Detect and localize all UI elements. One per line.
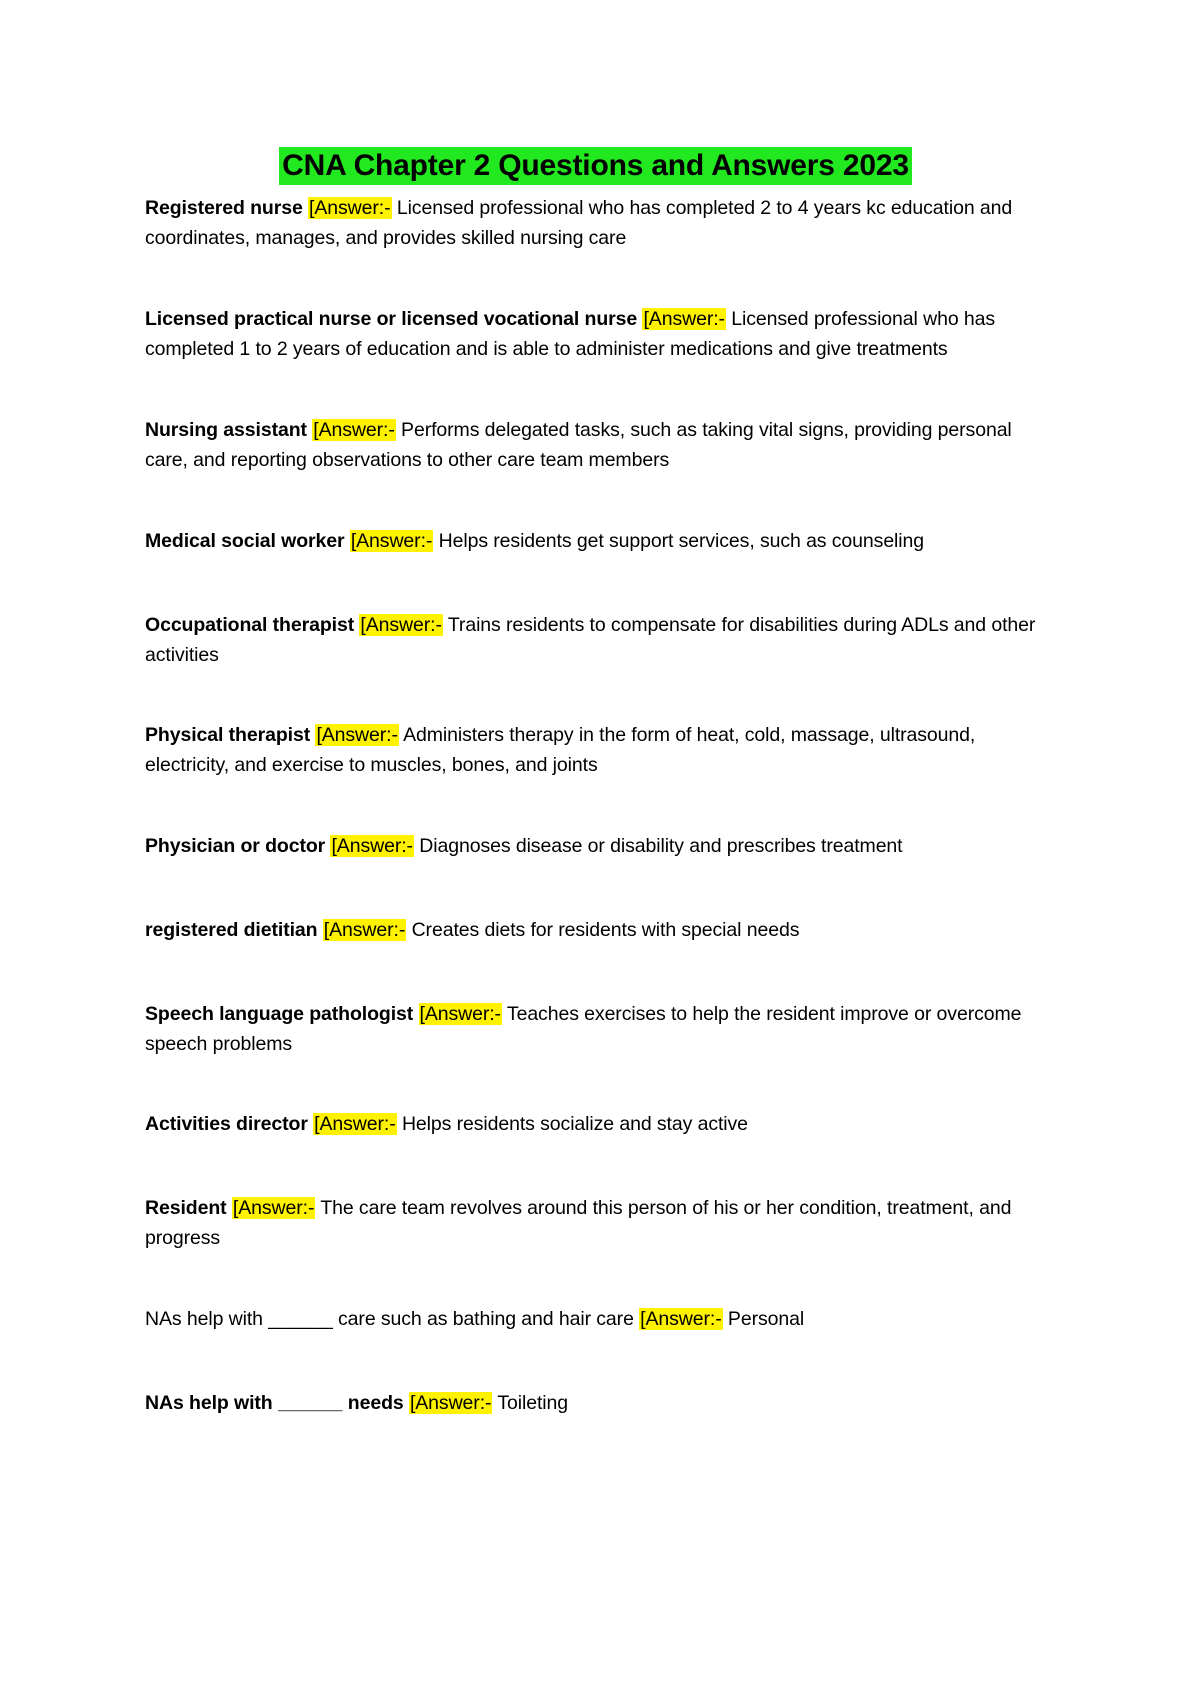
qa-term: Medical social worker xyxy=(145,530,345,552)
qa-term: Activities director xyxy=(145,1113,308,1135)
qa-item xyxy=(145,721,1055,780)
qa-term: Registered nurse xyxy=(145,197,303,219)
qa-term: Nursing assistant xyxy=(145,419,307,441)
qa-term: Physician or doctor xyxy=(145,835,326,857)
answer-tag: [Answer:- xyxy=(314,1113,396,1135)
qa-item xyxy=(145,1194,1055,1253)
qa-item xyxy=(145,305,1055,364)
qa-answer: Diagnoses disease or disability and prescribes treatment xyxy=(419,835,903,857)
qa-answer: Creates diets for residents with special needs xyxy=(411,919,800,941)
qa-term: Speech language pathologist xyxy=(145,1003,414,1025)
qa-answer: Personal xyxy=(727,1308,805,1330)
answer-tag: [Answer:- xyxy=(316,724,398,746)
qa-answer: Licensed professional who has completed 1 to 2 years of education and is able to administer medications and give treatments xyxy=(145,308,996,360)
answer-tag: [Answer:- xyxy=(419,1003,501,1025)
qa-blank: ______ xyxy=(277,1392,343,1414)
qa-item xyxy=(145,1389,1055,1419)
answer-tag: [Answer:- xyxy=(350,530,433,552)
title-wrap xyxy=(0,147,1191,185)
qa-item xyxy=(145,832,1055,862)
page-title: CNA Chapter 2 Questions and Answers 2023 xyxy=(279,147,912,185)
answer-tag: [Answer:- xyxy=(360,614,442,636)
qa-term: NAs help with xyxy=(145,1392,273,1414)
qa-term-suffix: needs xyxy=(347,1392,404,1414)
qa-term: Licensed practical nurse or licensed vocational nurse xyxy=(145,308,638,330)
answer-tag: [Answer:- xyxy=(640,1308,722,1330)
answer-tag: [Answer:- xyxy=(232,1197,315,1219)
qa-term: Occupational therapist xyxy=(145,614,355,636)
qa-question-plain: NAs help with ______ care such as bathing and hair care xyxy=(145,1308,634,1330)
qa-item xyxy=(145,1000,1055,1059)
qa-item xyxy=(145,1305,1055,1335)
qa-item xyxy=(145,1110,1055,1140)
qa-answer: Performs delegated tasks, such as taking vital signs, providing personal care, and reporting observations to other care team members xyxy=(145,419,1012,471)
qa-term: registered dietitian xyxy=(145,919,318,941)
answer-tag: [Answer:- xyxy=(331,835,413,857)
answer-tag: [Answer:- xyxy=(313,419,395,441)
answer-tag: [Answer:- xyxy=(323,919,406,941)
answer-tag: [Answer:- xyxy=(409,1392,492,1414)
answer-tag: [Answer:- xyxy=(309,197,391,219)
qa-term: Physical therapist xyxy=(145,724,311,746)
qa-answer: Helps residents socialize and stay active xyxy=(401,1113,748,1135)
qa-answer: The care team revolves around this person of his or her condition, treatment, and progress xyxy=(145,1197,1012,1249)
qa-answer: Toileting xyxy=(497,1392,569,1414)
qa-item xyxy=(145,527,1055,557)
qa-answer: Teaches exercises to help the resident improve or overcome speech problems xyxy=(145,1003,1022,1055)
qa-item xyxy=(145,416,1055,475)
qa-item xyxy=(145,611,1055,670)
qa-answer: Helps residents get support services, such as counseling xyxy=(438,530,925,552)
qa-item xyxy=(145,916,1055,946)
answer-tag: [Answer:- xyxy=(643,308,725,330)
qa-answer: Administers therapy in the form of heat, cold, massage, ultrasound, electricity, and exercise to muscles, bones, and joints xyxy=(145,724,976,776)
qa-term: Resident xyxy=(145,1197,227,1219)
qa-item xyxy=(145,194,1055,253)
qa-answer: Trains residents to compensate for disabilities during ADLs and other activities xyxy=(145,614,1036,666)
qa-answer: Licensed professional who has completed 2 to 4 years kc education and coordinates, manages, and provides skilled nursing care xyxy=(145,197,1013,249)
